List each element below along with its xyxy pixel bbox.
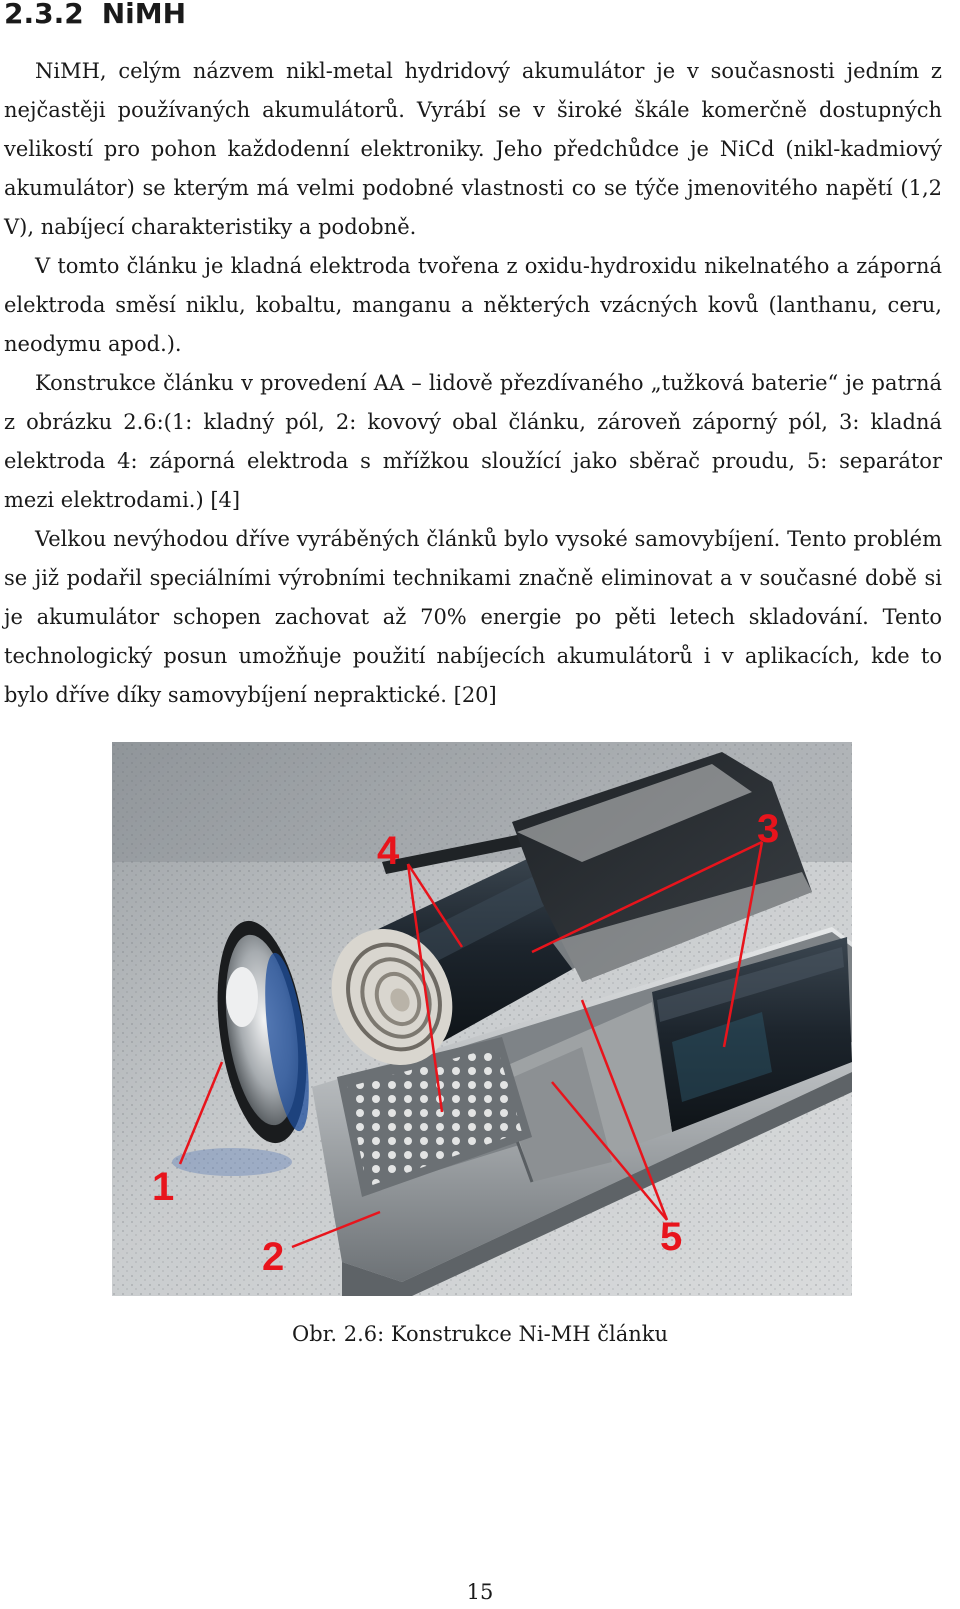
paragraph-intro: NiMH, celým názvem nikl-metal hydridový akumulátor je v současnosti jedním z nejčastěji používaných akumulátorů. Vyrábí se v široké škále komerčně dostupných velikostí pro pohon každodenní elektroniky. Jeho předchůdce je NiCd (nikl-kadmiový akumulátor) se kterým má velmi podobné vlastnosti co se týče jmenovitého napětí (1,2 V), nabíjecí charakteristiky a podobně.: [4, 59, 942, 239]
callout-5: 5: [660, 1215, 683, 1259]
callout-3: 3: [757, 807, 780, 851]
figure-caption: Obr. 2.6: Konstrukce Ni-MH článku: [291, 1322, 668, 1346]
battery-cutaway-photo: [112, 742, 852, 1296]
section-heading: [4, 0, 186, 34]
paragraph-construction: Konstrukce článku v provedení AA – lidově přezdívaného „tužková baterie“ je patrná z obrázku 2.6:(1: kladný pól, 2: kovový obal článku, zároveň záporný pól, 3: kladná elektroda 4: záporná elektroda s mřížkou sloužící jako sběrač proudu, 5: separátor mezi elektrodami.) [4]: [4, 371, 942, 512]
page-number: 15: [466, 1580, 494, 1604]
section-number: 2.3.2: [4, 0, 84, 30]
body-text: [4, 52, 942, 715]
callout-4: 4: [377, 829, 400, 873]
paragraph-self-discharge: Velkou nevýhodou dříve vyráběných článků bylo vysoké samovybíjení. Tento problém se již podařil speciálními výrobními technikami značně eliminovat a v současné době si je akumulátor schopen zachovat až 70% energie po pěti letech skladování. Tento technologický posun umožňuje použití nabíjecích akumulátorů i v aplikacích, kde to bylo dříve díky samovybíjení nepraktické. [20]: [4, 527, 942, 707]
section-title: NiMH: [101, 0, 187, 30]
callout-1: 1: [152, 1165, 175, 1209]
callout-2: 2: [262, 1235, 285, 1279]
paragraph-electrodes: V tomto článku je kladná elektroda tvořena z oxidu-hydroxidu nikelnatého a záporná elektroda směsí niklu, kobaltu, manganu a některých vzácných kovů (lanthanu, ceru, neodymu apod.).: [4, 254, 942, 356]
